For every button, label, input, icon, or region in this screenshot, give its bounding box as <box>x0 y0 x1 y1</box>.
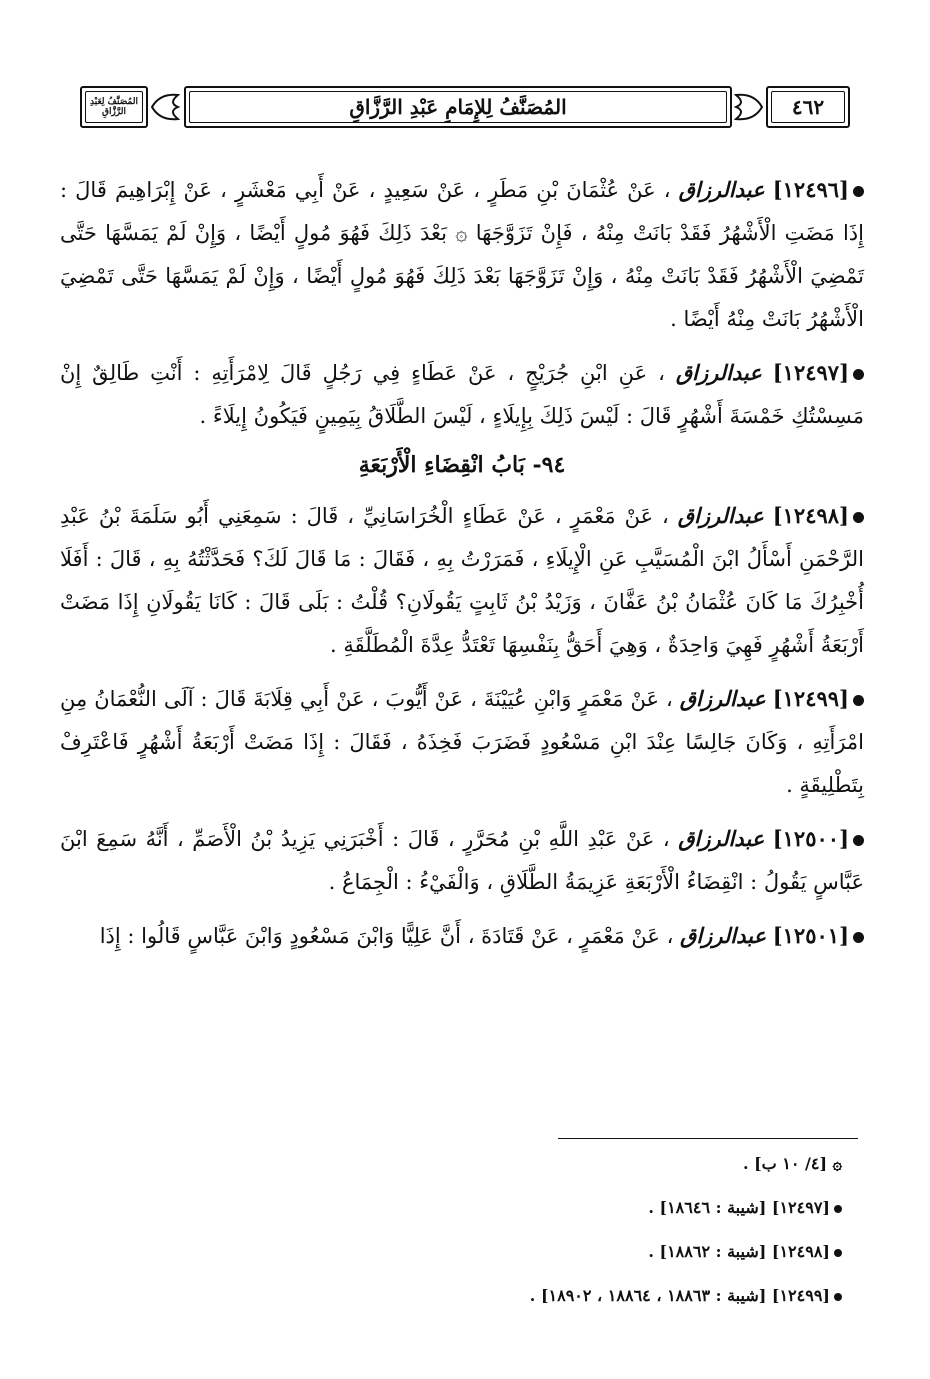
book-title-frame <box>184 86 732 128</box>
hadith-text: ، عَنْ عُثْمَانَ بْنِ مَطَرٍ ، عَنْ سَعِيدٍ ، عَنْ أَبِي مَعْشَرٍ ، عَنْ إِبْرَاهِيمَ قَالَ : إِذَا مَضَتِ الْأَشْهُرُ فَقَدْ بَانَتْ مِنْهُ ، فَإِنْ تَزَوَّجَهَا ۞ بَعْدَ ذَلِكَ فَهُوَ مُولٍ أَيْضًا ، وَإِنْ لَمْ يَمَسَّهَا حَتَّى تَمْضِيَ الْأَشْهُرُ فَقَدْ بَانَتْ مِنْهُ ، وَإِنْ تَزَوَّجَهَا بَعْدَ ذَلِكَ فَهُوَ مُولٍ أَيْضًا ، وَإِنْ لَمْ يَمَسَّهَا حَتَّى تَمْضِيَ الْأَشْهُرُ بَانَتْ مِنْهُ أَيْضًا . <box>60 178 864 331</box>
narrator-name: عبدالرزاق <box>678 826 765 851</box>
narrator-name: عبدالرزاق <box>680 923 767 948</box>
hadith-paragraph <box>60 914 864 958</box>
hadith-paragraph <box>60 494 864 667</box>
bullet-icon <box>853 695 864 706</box>
chapter-title: ٩٤- بَابُ انْقِضَاءِ الْأَرْبَعَةِ <box>358 452 566 478</box>
book-logo-text: المُصَنَّفُ لِعَبْدِ الرَّزَّاقِ <box>90 97 138 117</box>
narrator-name: عبدالرزاق <box>678 177 765 202</box>
book-logo <box>80 86 148 128</box>
hadith-paragraph <box>60 351 864 438</box>
narrator-name: عبدالرزاق <box>675 360 762 385</box>
footnote <box>242 1196 842 1220</box>
bullet-icon <box>853 932 864 943</box>
footnote <box>242 1240 842 1264</box>
footnote-text: [١٢٤٩٧] [شيبة : ١٨٦٤٦] . <box>648 1198 830 1217</box>
book-title: المُصَنَّفُ لِلإِمَامِ عَبْدِ الرَّزَّاقِ <box>349 95 567 119</box>
bullet-icon <box>853 512 864 523</box>
footnote-divider <box>558 1138 858 1139</box>
bullet-icon <box>834 1249 842 1257</box>
narrator-name: عبدالرزاق <box>677 503 764 528</box>
bullet-icon <box>834 1205 842 1213</box>
page-number-frame <box>766 86 850 128</box>
main-text <box>60 168 864 968</box>
hadith-paragraph <box>60 168 864 341</box>
bullet-icon <box>853 369 864 380</box>
hadith-paragraph <box>60 677 864 807</box>
hadith-number: [١٢٥٠١] <box>772 923 849 948</box>
footnote-text: [١٢٤٩٨] [شيبة : ١٨٨٦٢] . <box>648 1242 830 1261</box>
footnotes <box>242 1152 842 1328</box>
ornament-icon <box>150 89 180 125</box>
narrator-name: عبدالرزاق <box>679 686 766 711</box>
hadith-number: [١٢٥٠٠] <box>772 826 849 851</box>
bullet-icon <box>853 835 864 846</box>
footnote <box>242 1284 842 1308</box>
hadith-paragraph <box>60 817 864 904</box>
footnote: ۞ [٤/ ١٠ ب] . <box>742 1154 842 1173</box>
page-number: ٤٦٢ <box>791 95 825 119</box>
hadith-number: [١٢٤٩٦] <box>772 177 849 202</box>
hadith-number: [١٢٤٩٨] <box>772 503 849 528</box>
hadith-text: ، عَنْ مَعْمَرٍ ، عَنْ قَتَادَةَ ، أَنَّ عَلِيًّا وَابْنَ مَسْعُودٍ وَابْنَ عَبَّاسٍ قَالُوا : إِذَا <box>99 924 674 948</box>
footnote-text: [١٢٤٩٩] [شيبة : ١٨٨٦٣ ، ١٨٨٦٤ ، ١٨٩٠٢] . <box>529 1286 830 1305</box>
hadith-text: ، عَنْ مَعْمَرٍ وَابْنِ عُيَيْنَةَ ، عَنْ أَيُّوبَ ، عَنْ أَبِي قِلَابَةَ قَالَ : آلَى النُّعْمَانُ مِنِ امْرَأَتِهِ ، وَكَانَ جَالِسًا عِنْدَ ابْنِ مَسْعُودٍ فَضَرَبَ فَخِذَهُ ، فَقَالَ : إِذَا مَضَتْ أَرْبَعَةُ أَشْهُرٍ فَاعْتَرِفْ بِتَطْلِيقَةٍ . <box>60 687 864 797</box>
hadith-text: ، عَنْ عَبْدِ اللَّهِ بْنِ مُحَرَّرٍ ، قَالَ : أَخْبَرَنِي يَزِيدُ بْنُ الْأَصَمِّ ، أَنَّهُ سَمِعَ ابْنَ عَبَّاسٍ يَقُولُ : انْقِضَاءُ الْأَرْبَعَةِ عَزِيمَةُ الطَّلَاقِ ، وَالْفَيْءُ : الْجِمَاعُ . <box>60 827 864 894</box>
bullet-icon <box>853 186 864 197</box>
hadith-number: [١٢٤٩٧] <box>772 360 850 385</box>
hadith-text: ، عَنِ ابْنِ جُرَيْجٍ ، عَنْ عَطَاءٍ فِي رَجُلٍ قَالَ لِامْرَأَتِهِ : أَنْتِ طَالِقٌ إِنْ مَسِسْتُكِ خَمْسَةَ أَشْهُرٍ قَالَ : لَيْسَ ذَلِكَ بِإِيلَاءٍ ، لَيْسَ الطَّلَاقُ بِيَمِينٍ فَيَكُونُ إِيلَاءً . <box>60 361 864 428</box>
hadith-text: ، عَنْ مَعْمَرٍ ، عَنْ عَطَاءٍ الْخُرَاسَانِيِّ ، قَالَ : سَمِعَنِي أَبُو سَلَمَةَ بْنُ عَبْدِ الرَّحْمَنِ أَسْأَلُ ابْنَ الْمُسَيَّبِ عَنِ الْإِيلَاءِ ، فَمَرَرْتُ بِهِ ، فَقَالَ : مَا قَالَ لَكَ؟ فَحَدَّثْتُهُ بِهِ ، قَالَ : أَفَلَا أُخْبِرُكَ مَا كَانَ عُثْمَانُ بْنُ عَفَّانَ ، وَزَيْدُ بْنُ ثَابِتٍ يَقُولَانِ؟ قُلْتُ : بَلَى قَالَ : كَانَا يَقُولَانِ إِذَا مَضَتْ أَرْبَعَةُ أَشْهُرٍ فَهِيَ وَاحِدَةٌ ، وَهِيَ أَحَقُّ بِنَفْسِهَا تَعْتَدُّ عِدَّةَ الْمُطَلَّقَةِ . <box>60 504 864 657</box>
hadith-number: [١٢٤٩٩] <box>772 686 849 711</box>
ornament-icon <box>734 89 764 125</box>
bullet-icon <box>834 1293 842 1301</box>
running-header <box>80 80 850 136</box>
